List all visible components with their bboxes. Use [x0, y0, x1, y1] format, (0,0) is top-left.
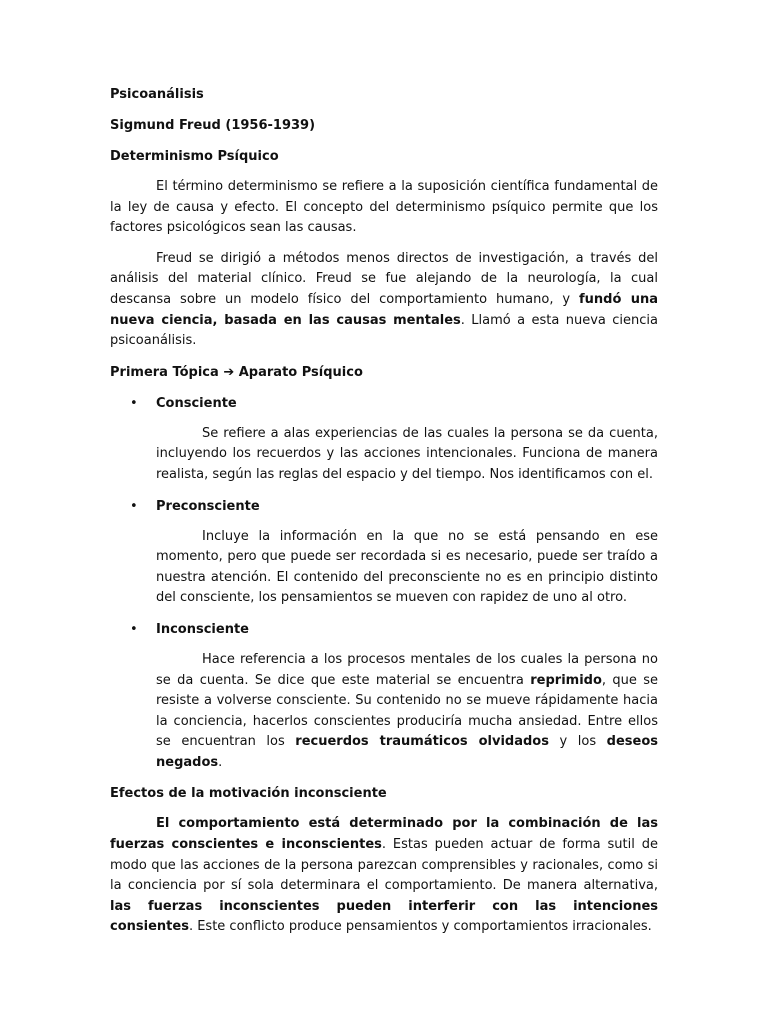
bullet-label: Consciente [156, 395, 237, 411]
text-run: . Llamó a esta nueva ciencia psicoanálisis. [110, 312, 658, 349]
bullet-label: Inconsciente [156, 621, 249, 637]
bold-text: las fuerzas inconscientes pueden interferir con las intenciones consientes [110, 898, 658, 935]
arrow-right-icon: ➔ [223, 364, 235, 380]
paragraph-consciente: Se refiere a alas experiencias de las cuales la persona se da cuenta, incluyendo los recuerdos y las acciones intencionales. Funciona de manera realista, según las reglas del espacio y del tiempo. Nos identificamos con el. [156, 425, 658, 482]
section-heading-determinismo: Determinismo Psíquico [110, 149, 279, 164]
heading-part: Aparato Psíquico [238, 364, 363, 380]
text-run: Freud se dirigió a métodos menos directos de investigación, a través del análisis del material clínico. Freud se fue alejando de la neurología, la cual descansa sobre un modelo físico del comportamiento humano, y [110, 250, 658, 307]
bullet-icon: • [130, 498, 138, 514]
paragraph-preconsciente: Incluye la información en la que no se está pensando en ese momento, pero que puede ser recordada si es necesario, puede ser traído a nuestra atención. El contenido del preconsciente no es en principio distinto del consciente, los pensamientos se mueven con rapidez de uno al otro. [156, 528, 658, 606]
bold-text: fundó una nueva ciencia, basada en las causas mentales [110, 291, 659, 328]
bullet-icon: • [130, 621, 138, 637]
bullet-label: Preconsciente [156, 498, 260, 514]
section-heading-efectos: Efectos de la motivación inconsciente [110, 786, 387, 802]
bullet-icon: • [130, 395, 138, 411]
bullet-item-consciente [110, 393, 658, 414]
text-run: y los [548, 734, 607, 750]
text-run: . Este conflicto produce pensamientos y comportamientos irracionales. [188, 919, 652, 935]
text-run: , que se resiste a volverse consciente. Su contenido no se mueve rápidamente hacia la conciencia, hacerlos conscientes produciría mucha ansiedad. Entre ellos se encuentran los [156, 672, 658, 750]
heading-part: Primera Tópica [110, 364, 219, 380]
paragraph-determinismo-2 [110, 249, 658, 352]
paragraph-efectos [110, 814, 658, 938]
bullet-item-inconsciente [110, 619, 658, 640]
bullet-item-preconsciente [110, 496, 658, 517]
paragraph-determinismo-1: El término determinismo se refiere a la suposición científica fundamental de la ley de causa y efecto. El concepto del determinismo psíquico permite que los factores psicológicos sean las causas. [110, 179, 658, 236]
text-run: . [218, 754, 223, 770]
document-title: Psicoanálisis [110, 87, 204, 102]
bold-text: El comportamiento está determinado por la combinación de las fuerzas conscientes e inconscientes [110, 816, 658, 853]
section-heading-primera-topica [110, 362, 658, 383]
paragraph-inconsciente [156, 650, 658, 774]
text-run: . Estas pueden actuar de forma sutil de modo que las acciones de la persona parezcan comprensibles y racionales, como si la conciencia por sí sola determinara el comportamiento. De manera alternativa, [110, 837, 658, 894]
bold-text: recuerdos traumáticos olvidados [295, 734, 549, 750]
bold-text: reprimido [530, 672, 602, 688]
text-run: Hace referencia a los procesos mentales de los cuales la persona no se da cuenta. Se dice que este material se encuentra [156, 651, 658, 688]
document-author: Sigmund Freud (1956-1939) [110, 118, 316, 133]
bold-text: deseos negados [156, 734, 658, 770]
